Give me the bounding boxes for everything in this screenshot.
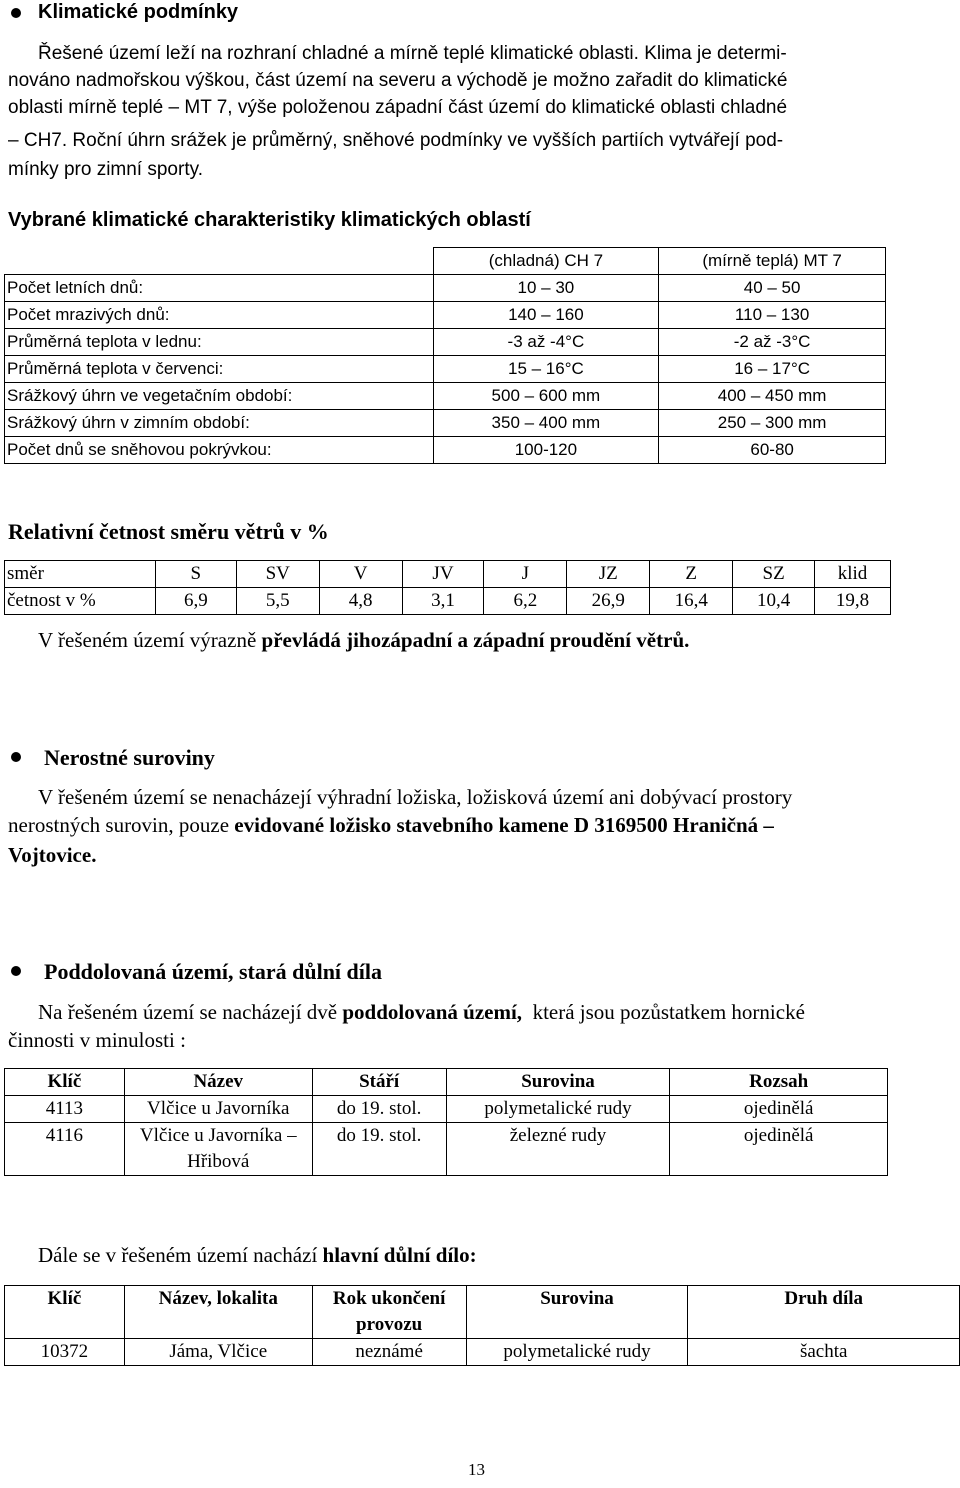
table-cell: 140 – 160 <box>433 302 659 329</box>
table-header-cell: Surovina <box>446 1069 670 1096</box>
table-cell: 10 – 30 <box>433 275 659 302</box>
table-cell: šachta <box>688 1339 960 1366</box>
table-cell: 26,9 <box>567 588 650 615</box>
table-cell: 100-120 <box>433 437 659 464</box>
table-cell: 19,8 <box>815 588 891 615</box>
undermined-table <box>4 1068 888 1176</box>
table-cell: do 19. stol. <box>312 1096 446 1123</box>
table-cell: 6,9 <box>155 588 236 615</box>
section-heading-minerals: Nerostné suroviny <box>44 745 215 770</box>
table-cell: Počet mrazivých dnů: <box>5 302 434 329</box>
table-cell: polymetalické rudy <box>466 1339 688 1366</box>
minerals-line-3: Vojtovice. <box>8 843 97 867</box>
table-cell: klid <box>815 561 891 588</box>
mine-intro-emphasis: hlavní důlní dílo: <box>322 1243 477 1267</box>
table-cell: -3 až -4°C <box>433 329 659 356</box>
section-heading-climate: Klimatické podmínky <box>38 1 239 23</box>
table-cell: 15 – 16°C <box>433 356 659 383</box>
table-cell <box>124 1123 312 1176</box>
table-cell-line: Hřibová <box>187 1151 250 1172</box>
table-cell: Z <box>650 561 733 588</box>
table-row <box>5 410 886 437</box>
table-row <box>5 1339 960 1366</box>
table-row <box>5 1096 888 1123</box>
table-cell: Vlčice u Javorníka <box>124 1096 312 1123</box>
table-cell: Počet dnů se sněhovou pokrývkou: <box>5 437 434 464</box>
wind-heading: Relativní četnost směru větrů v % <box>8 519 329 544</box>
table-header-line: Rok ukončení <box>332 1288 446 1309</box>
climate-line-3: oblasti mírně teplé – MT 7, výše položenou západní část území do klimatické oblasti chladné <box>8 97 788 118</box>
table-cell: ojedinělá <box>670 1096 888 1123</box>
table-row <box>5 302 886 329</box>
climate-table-title: Vybrané klimatické charakteristiky klimatických oblastí <box>8 209 531 231</box>
table-row <box>5 1069 888 1096</box>
minerals-line-2-emphasis: evidované ložisko stavebního kamene D 3169500 Hraničná – <box>234 813 774 837</box>
page-number: 13 <box>468 1460 485 1479</box>
climate-line-2: nováno nadmořskou výškou, část území na severu a východě je možno zařadit do klimatické <box>8 70 788 91</box>
table-header-cell: Klíč <box>5 1286 125 1339</box>
table-row <box>5 356 886 383</box>
undermined-line-1-emphasis: poddolovaná území, <box>342 1000 523 1024</box>
table-cell: 110 – 130 <box>659 302 886 329</box>
table-cell: SV <box>236 561 319 588</box>
table-cell <box>5 248 434 275</box>
table-cell: Jáma, Vlčice <box>124 1339 312 1366</box>
table-cell: Počet letních dnů: <box>5 275 434 302</box>
table-cell: S <box>155 561 236 588</box>
table-cell: 4116 <box>5 1123 125 1176</box>
undermined-line-1 <box>38 1000 805 1025</box>
bullet-icon <box>11 752 21 762</box>
table-row <box>5 1123 888 1176</box>
table-row <box>5 329 886 356</box>
table-row <box>5 248 886 275</box>
table-cell: směr <box>5 561 156 588</box>
wind-note-emphasis: převládá jihozápadní a západní proudění větrů. <box>261 628 690 652</box>
table-cell: 60-80 <box>659 437 886 464</box>
table-cell: V <box>319 561 402 588</box>
bullet-icon <box>11 8 21 18</box>
table-cell: 4113 <box>5 1096 125 1123</box>
table-header-cell: Surovina <box>466 1286 688 1339</box>
table-cell: JZ <box>567 561 650 588</box>
table-row <box>5 561 891 588</box>
table-cell: 3,1 <box>402 588 484 615</box>
table-header-cell: Název, lokalita <box>124 1286 312 1339</box>
table-cell: Průměrná teplota v červenci: <box>5 356 434 383</box>
minerals-line-2 <box>8 813 774 838</box>
climate-table <box>4 247 886 464</box>
table-cell: Srážkový úhrn ve vegetačním období: <box>5 383 434 410</box>
table-row <box>5 383 886 410</box>
table-cell: 16 – 17°C <box>659 356 886 383</box>
table-cell: 250 – 300 mm <box>659 410 886 437</box>
undermined-line-1-rest: která jsou pozůstatkem hornické <box>522 1000 805 1024</box>
table-header-cell: (chladná) CH 7 <box>433 248 659 275</box>
mine-table <box>4 1285 960 1366</box>
table-cell: 40 – 50 <box>659 275 886 302</box>
table-cell: JV <box>402 561 484 588</box>
table-row <box>5 588 891 615</box>
undermined-line-2: činnosti v minulosti : <box>8 1028 186 1052</box>
table-cell: 350 – 400 mm <box>433 410 659 437</box>
table-cell: -2 až -3°C <box>659 329 886 356</box>
minerals-line-1: V řešeném území se nenacházejí výhradní ložiska, ložisková území ani dobývací prostory <box>38 785 793 809</box>
table-cell: železné rudy <box>446 1123 670 1176</box>
undermined-line-1-text: Na řešeném území se nacházejí dvě <box>38 1000 343 1024</box>
table-cell: 500 – 600 mm <box>433 383 659 410</box>
minerals-line-2-text: nerostných surovin, pouze <box>8 813 235 837</box>
table-row <box>5 275 886 302</box>
table-cell: polymetalické rudy <box>446 1096 670 1123</box>
table-cell: J <box>484 561 567 588</box>
table-cell: 10,4 <box>733 588 815 615</box>
table-cell: 6,2 <box>484 588 567 615</box>
table-cell: neznámé <box>312 1339 466 1366</box>
table-cell: ojedinělá <box>670 1123 888 1176</box>
table-cell: 5,5 <box>236 588 319 615</box>
bullet-icon <box>11 966 21 976</box>
table-row <box>5 437 886 464</box>
table-cell: 400 – 450 mm <box>659 383 886 410</box>
table-cell: 16,4 <box>650 588 733 615</box>
climate-line-4: – CH7. Roční úhrn srážek je průměrný, sněhové podmínky ve vyšších partiích vytvářejí pod- <box>8 130 784 151</box>
climate-line-5: mínky pro zimní sporty. <box>8 159 203 180</box>
table-cell: SZ <box>733 561 815 588</box>
table-cell: 4,8 <box>319 588 402 615</box>
table-cell: 10372 <box>5 1339 125 1366</box>
wind-note-text: V řešeném území výrazně <box>38 628 262 652</box>
mine-intro-text: Dále se v řešeném území nachází <box>38 1243 323 1267</box>
table-cell: Průměrná teplota v lednu: <box>5 329 434 356</box>
table-header-cell: Klíč <box>5 1069 125 1096</box>
table-header-cell: Druh díla <box>688 1286 960 1339</box>
table-row <box>5 1286 960 1339</box>
climate-line-1: Řešené území leží na rozhraní chladné a mírně teplé klimatické oblasti. Klima je determi- <box>38 43 787 64</box>
table-header-cell: Název <box>124 1069 312 1096</box>
table-cell: do 19. stol. <box>312 1123 446 1176</box>
mine-intro <box>38 1243 477 1268</box>
table-cell-line: Vlčice u Javorníka – <box>139 1125 297 1146</box>
table-header-cell: Rozsah <box>670 1069 888 1096</box>
wind-table <box>4 560 891 615</box>
table-header-line: provozu <box>356 1314 423 1335</box>
section-heading-undermined: Poddolovaná území, stará důlní díla <box>44 959 383 984</box>
table-header-cell <box>312 1286 466 1339</box>
table-header-cell: (mírně teplá) MT 7 <box>659 248 886 275</box>
table-cell: četnost v % <box>5 588 156 615</box>
wind-note <box>38 628 689 653</box>
table-cell: Srážkový úhrn v zimním období: <box>5 410 434 437</box>
table-header-cell: Stáří <box>312 1069 446 1096</box>
